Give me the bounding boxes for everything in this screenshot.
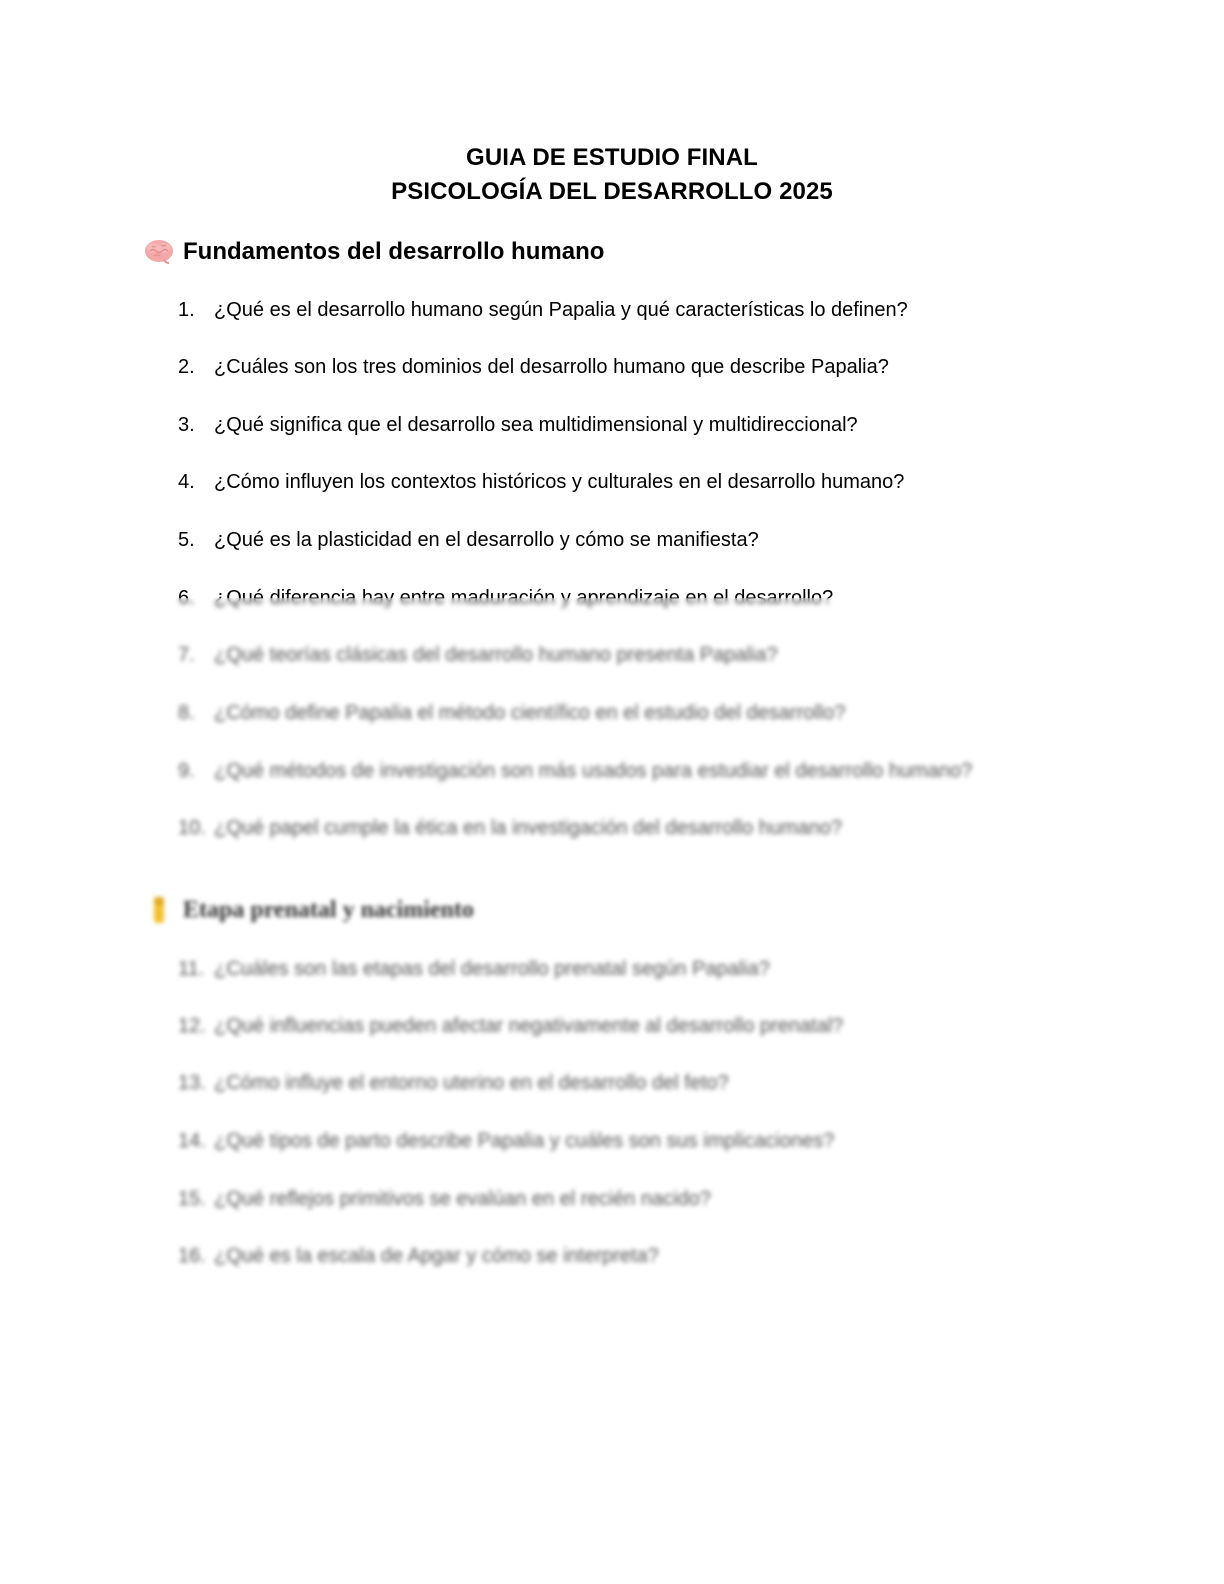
question-number: 11. bbox=[178, 958, 205, 980]
question-number: 4. bbox=[178, 471, 195, 493]
question-text: ¿Qué es la escala de Apgar y cómo se interpreta? bbox=[214, 1245, 659, 1267]
question-item-blurred bbox=[178, 643, 778, 667]
question-item-blurred bbox=[178, 1187, 711, 1211]
question-number: 8. bbox=[178, 702, 195, 724]
question-item bbox=[178, 413, 858, 437]
question-number: 6. bbox=[178, 587, 195, 609]
question-item bbox=[178, 470, 904, 494]
question-number: 16. bbox=[178, 1245, 206, 1267]
question-item-partially-blurred bbox=[178, 586, 833, 610]
question-number: 3. bbox=[178, 414, 195, 436]
question-number: 1. bbox=[178, 299, 195, 321]
question-item bbox=[178, 528, 759, 552]
question-text: ¿Cuáles son los tres dominios del desarrollo humano que describe Papalia? bbox=[214, 356, 889, 378]
question-number: 13. bbox=[178, 1072, 206, 1094]
section-heading-text: Fundamentos del desarrollo humano bbox=[183, 238, 605, 265]
question-text: ¿Qué tipos de parto describe Papalia y cuáles son sus implicaciones? bbox=[214, 1130, 835, 1152]
question-text: ¿Qué significa que el desarrollo sea multidimensional y multidireccional? bbox=[214, 414, 858, 436]
question-text: ¿Qué teorías clásicas del desarrollo humano presenta Papalia? bbox=[214, 644, 778, 666]
question-item-blurred bbox=[178, 759, 972, 783]
document-title bbox=[0, 141, 1224, 209]
section-heading-fundamentos bbox=[143, 236, 604, 268]
question-item-blurred bbox=[178, 701, 845, 725]
title-line-2: PSICOLOGÍA DEL DESARROLLO 2025 bbox=[391, 178, 833, 205]
question-item-blurred bbox=[178, 1244, 659, 1268]
question-text: ¿Cómo define Papalia el método científico en el estudio del desarrollo? bbox=[214, 702, 846, 724]
question-text: ¿Cuáles son las etapas del desarrollo prenatal según Papalia? bbox=[214, 958, 770, 980]
question-text: ¿Qué papel cumple la ética en la investigación del desarrollo humano? bbox=[214, 817, 843, 839]
question-number: 9. bbox=[178, 760, 195, 782]
question-number: 2. bbox=[178, 356, 195, 378]
question-text: ¿Qué métodos de investigación son más usados para estudiar el desarrollo humano? bbox=[214, 760, 973, 782]
question-number: 14. bbox=[178, 1130, 206, 1152]
question-number: 5. bbox=[178, 529, 195, 551]
brain-icon bbox=[143, 236, 175, 268]
question-number: 7. bbox=[178, 644, 195, 666]
question-text: ¿Qué es la plasticidad en el desarrollo y cómo se manifiesta? bbox=[214, 529, 759, 551]
question-item bbox=[178, 298, 908, 322]
title-line-1: GUIA DE ESTUDIO FINAL bbox=[466, 144, 758, 171]
question-number: 12. bbox=[178, 1015, 206, 1037]
question-item-blurred bbox=[178, 1129, 834, 1153]
question-text: ¿Cómo influyen los contextos históricos y culturales en el desarrollo humano? bbox=[214, 471, 905, 493]
question-text: ¿Cómo influye el entorno uterino en el desarrollo del feto? bbox=[214, 1072, 729, 1094]
question-item-blurred bbox=[178, 1071, 729, 1095]
question-item-blurred bbox=[178, 957, 770, 981]
question-text: ¿Qué reflejos primitivos se evalúan en el recién nacido? bbox=[214, 1188, 711, 1210]
section-heading-prenatal bbox=[143, 894, 474, 926]
question-text: ¿Qué diferencia hay entre maduración y aprendizaje en el desarrollo? bbox=[214, 587, 834, 609]
question-item-blurred bbox=[178, 816, 842, 840]
baby-bottle-icon bbox=[143, 894, 175, 926]
section-heading-text: Etapa prenatal y nacimiento bbox=[183, 896, 474, 923]
question-text: ¿Qué influencias pueden afectar negativamente al desarrollo prenatal? bbox=[214, 1015, 844, 1037]
question-text: ¿Qué es el desarrollo humano según Papalia y qué características lo definen? bbox=[214, 299, 908, 321]
question-number: 10. bbox=[178, 817, 206, 839]
question-number: 15. bbox=[178, 1188, 206, 1210]
question-item-blurred bbox=[178, 1014, 843, 1038]
question-item bbox=[178, 355, 889, 379]
